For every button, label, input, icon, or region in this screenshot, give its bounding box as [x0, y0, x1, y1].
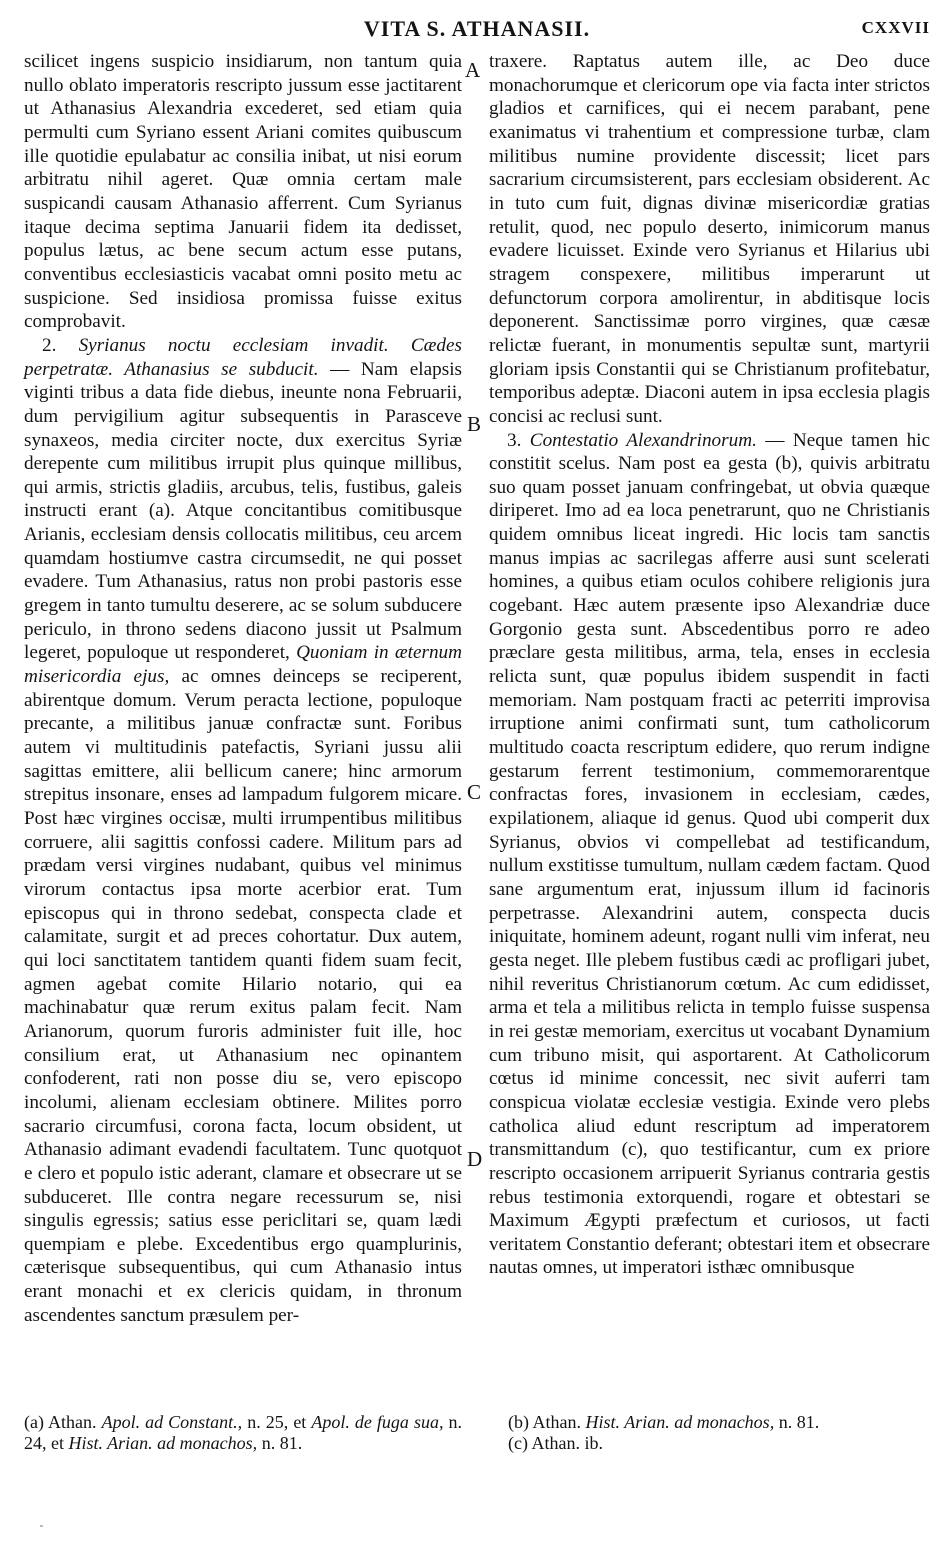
section-title: Contestatio Alexandrinorum.: [529, 429, 757, 451]
page-header: [24, 14, 930, 44]
footnote-source: Hist. Arian. ad monachos,: [68, 1433, 258, 1453]
footnote-label: (a): [24, 1412, 44, 1432]
footnote-ref: n. 81.: [261, 1433, 303, 1453]
margin-marker-c: C: [467, 780, 482, 804]
footnote-c: [508, 1433, 928, 1454]
footnote-label: (b): [508, 1412, 529, 1432]
page-number: CXXVII: [861, 18, 930, 37]
footnote-ref: n. 81.: [778, 1412, 820, 1432]
paragraph: scilicet ingens suspicio insidiarum, non tantum quia nullo oblato imperatoris rescripto jussum esse jactitarent ut Athanasius Alexandria excederet, sed etiam quia permulti cum Syriano essent Ariani comites quibuscum ille quotidie epulabatur ac consilia inibat, ut nisi eorum arbitratu nihil ageret. Quæ omnia certam male suspicandi causam Athanasio afferrent. Cum Syrianus itaque decima septima Januarii fidem ita dedisset, populus lætus, ac bene secum actum esse putans, conventibus ecclesiasticis vacabat omni posito metu ac suspicione. Sed insidiosa promissa fuisse exitus comprobavit.: [24, 51, 462, 333]
margin-marker-b: B: [467, 412, 482, 436]
section-text: ac omnes deinceps se reciperent, abirentque domum. Verum peracta lectione, populoque precante, a militibus januæ confractæ sunt. Foribus autem vi multitudinis patefactis, Syriani jussu alii sagittas emittere, alii bellicum canere; hinc armorum strepitus insonare, enses ad lampadum fulgorem micare. Post hæc virgines occisæ, multi irrumpentibus militibus corruere, alii sagittis confossi cadere. Militum pars ad prædam versi virgines nudabant, quibus vel minimus virorum contactus ipsa morte acerbior erat. Tum episcopus qui in throno sedebat, conspecta clade et calamitate, surgit et ad preces cohortatur. Dux autem, qui loci sanctitatem tantidem quanti fidem suam fecit, agmen agebat comite Hilario notario, qui ea machinabatur quæ rerum exitus palam fecit. Nam Arianorum, quorum furoris administer fuit ille, hoc consilium erat, ut Athanasium nec opinantem confoderent, rati non posse diu se, vero episcopo incolumi, alienam ecclesiam obtinere. Milites porro sacrario circumfusi, corona facta, locum obsident, ut Athanasio adimant evadendi facultatem. Tunc quotquot e clero et populo istic aderant, clamare et obsecrare ut se subduceret. Ille contra negare recessurum se, nisi singulis egressis; satius esse periclitari se, quam lædi quempiam e plebe. Excedentibus ergo quamplurinis, cæterisque subsequentibus, qui cum Athanasio intus erant monachi et ex clericis quidam, in thronum ascendentes sanctum præsulem per-: [24, 666, 463, 1326]
footnotes-right: [508, 1412, 928, 1454]
footnote-ref: n. 24, et: [24, 1412, 463, 1453]
psalm-quote: Quoniam in æternum misericordia ejus,: [24, 642, 463, 688]
footnote-source: Hist. Arian. ad monachos,: [585, 1412, 775, 1432]
section-number: 2.: [42, 334, 57, 356]
footnotes-left: [24, 1412, 462, 1454]
section-2: [24, 334, 462, 1328]
margin-marker-d: D: [467, 1147, 483, 1171]
section-3: [489, 429, 930, 1281]
footnote-author: Athan.: [532, 1412, 582, 1432]
footnote-source: Apol. de fuga sua,: [311, 1412, 444, 1432]
footnote-b: [508, 1412, 928, 1433]
footnote-source: Apol. ad Constant.,: [101, 1412, 243, 1432]
footnote-a: [24, 1412, 462, 1454]
section-text: — Neque tamen hic constitit scelus. Nam post ea gesta (b), quivis arbitratu suo quam posset januam confringebat, ut obvia quæque diriperet. Imo ad ea loca penetrarunt, quo ne Christianis quidem omnibus liceat ingredi. Hic locis tam sanctis manus impias ac sacrilegas afferre ausi sunt scelerati homines, a quibus etiam oculos cohibere religionis jura cogebant. Hæc autem præsente ipso Alexandriæ duce Gorgonio gesta sunt. Abscedentibus porro re adeo præclare gesta militibus, arma, tela, enses in ecclesia relicta sunt, quæ populus ibidem suspendit in facti memoriam. Nam postquam fracti ac peterriti improvisa irruptione animi confirmati sunt, tum catholicorum multitudo coacta rescriptum edidere, quo rerum indigne gestarum ferrent testimonium, commemorarentque confractas fores, invasionem in ecclesiam, cædes, expilationem, aliaque id genus. Quod ubi comperit dux Syrianus, obvios vi compellebat ad testificandum, nullum exstitisse tumultum, nullam cædem factam. Quod sane argumentum erat, injussum illum id facinoris perpetrasse. Alexandrini autem, conspecta ducis iniquitate, hominem adeunt, rogant nulli vim inferat, neu gesta neget. Ille plebem fustibus cædi ac profligari jubet, nihil reveritus Christianorum cœtum. Ac cum edidisset, arma et tela a militibus relicta in templo fuisse suspensa in rei gestæ memoriam, exercitus ut vocabant Dynamium cum tribuno misit, qui asportarent. At Catholicorum cœtus id minime concessit, nec sivit auferri tam conspicua violatæ ecclesiæ vestigia. Exinde vero plebs catholica aliud edunt rescriptum ad imperatorem transmittandum (c), quo testificantur, cum ex priore rescripto occasionem arripuerit Syrianus contraria gestis rebus testimonia extorquendi, rogare et obtestari se Maximum Ægypti præfectum et curiosos, ut facti veritatem Constantio deferant; obtestari item et obsecrare nautas omnes, ut imperatori isthæc omnibusque: [489, 429, 931, 1279]
section-title: Syrianus noctu ecclesiam invadit. Cædes perpetratæ. Athanasius se subducit.: [24, 334, 462, 380]
running-title: VITA S. ATHANASII.: [363, 16, 591, 41]
footnote-label: (c): [508, 1433, 528, 1453]
left-column: [24, 50, 462, 1327]
scan-speck: [40, 1525, 43, 1527]
footnote-author: Athan.: [48, 1412, 97, 1432]
right-column: [489, 50, 930, 1280]
footnote-text: Athan. ib.: [531, 1433, 603, 1453]
margin-marker-a: A: [465, 58, 481, 82]
paragraph: traxere. Raptatus autem ille, ac Deo duce monachorumque et clericorum ope via facta inter strictos gladios et carnifices, qui ei necem parabant, pene exanimatus vi trahentium et compressione turbæ, clam militibus numine providente discessit; licet pars sacrarium circumsisterent, pars ecclesiam obsiderent. Ac in tuto cum fuit, dignas divinæ misericordiæ gratias retulit, quod, nec populo deserto, inimicorum manus evadere licuisset. Exinde vero Syrianus et Hilarius ubi stragem conspexere, militibus imperarunt ut defunctorum corpora amolirentur, in abditisque locis deponerent. Sanctissimæ porro virgines, quæ cæsæ relictæ fuerant, in monumentis sepultæ sunt, martyrii gloriam ipsis Constantii qui se Christianum profitebatur, temporibus adeptæ. Diaconi autem in ipsa ecclesia plagis concisi ac reclusi sunt.: [489, 51, 930, 427]
section-text: — Nam elapsis viginti tribus a data fide diebus, ineunte nona Februarii, dum pervigilium agitur subsequentis in Parasceve synaxeos, media circiter nocte, dux exercitus Syriæ derepente cum militibus irrupit plus quinque millibus, qui armis, strictis gladiis, arcubus, telis, fustibus, galeis instructi erant (a). Atque concitantibus comitibusque Arianis, ecclesiam densis collocatis militibus, ceu arcem quamdam hostiumve castra circumsedit, ne qui posset evadere. Tum Athanasius, ratus non probi pastoris esse gregem in tanto tumultu deserere, ac se solum subducere periculo, in throno sedens diacono jussit ut Psalmum legeret, populoque ut responderet,: [24, 358, 462, 664]
footnote-ref: n. 25, et: [247, 1412, 307, 1432]
section-number: 3.: [507, 429, 522, 451]
